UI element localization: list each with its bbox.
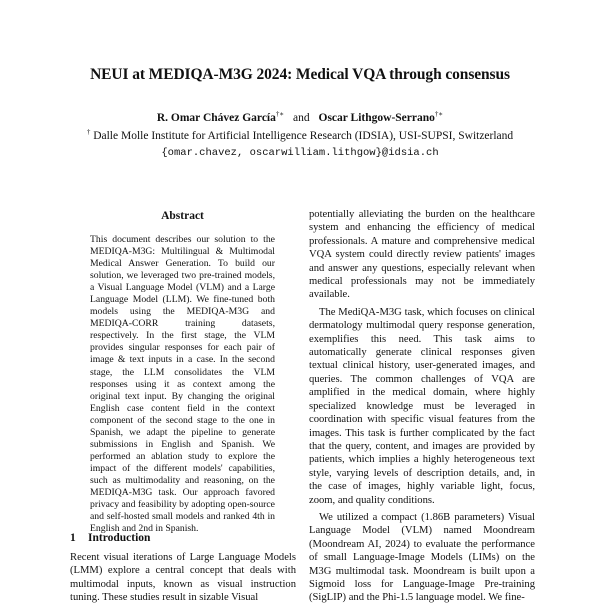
body-paragraph: The MediQA-M3G task, which focuses on clinical dermatology multimodal query response generation, exemplifies this need. This task aims to automatically generate clinical responses given textual clinical history, user-generated images, and queries. The common challenges of VQA are amplified in the medical domain, where highly specialized knowledge must be leveraged in coordination with specific visual features from the images. This task is further complicated by the fact that the query, content, and images are provided by patients, which implies a highly heterogeneous text style, varying levels of description details, and, in the case of images, highly variable light, focus, zoom, and quality conditions. <box>309 306 535 506</box>
section-heading <box>70 532 296 544</box>
section-number: 1 <box>70 532 76 544</box>
introduction-body: Recent visual iterations of Large Language Models (LMM) explore a central concept that deals with multimodal inputs, known as visual instruction tuning. These studies result in sizable Visual <box>70 552 296 604</box>
author-name: R. Omar Chávez García <box>156 111 276 124</box>
body-paragraph: potentially alleviating the burden on the healthcare system and enhancing the efficiency of medical professionals. A mature and comprehensive medical VQA system could directly review patients' images and answer any questions, especially relevant when medical professionals may not be immediately available. <box>309 209 535 301</box>
abstract-body: This document describes our solution to the MEDIQA-M3G: Multilingual & Multimodal Medical Answer Generation. To build our solution, we leveraged two pre-trained models, a Visual Language Model (VLM) and a Large Language Model (LLM). We fine-tuned both models using the MEDIQA-M3G and MEDIQA-CORR training datasets, respectively. In the first stage, the VLM provides singular responses for each pair of image & text inputs in a case. In the second stage, the LLM consolidates the VLM responses using it as context among the original text input. By changing the original English case content field in the context component of the second stage to the one in Spanish, we adapt the pipeline to generate submissions in English and Spanish. We performed an ablation study to explore the impact of the different models' capabilities, such as multimodality and reasoning, on the MEDIQA-M3G task. Our approach favored privacy and feasibility by adopting open-source and self-hosted small models and ranked 4th in English and 2nd in Spanish. <box>90 234 275 535</box>
author-emails: {omar.chavez, oscarwilliam.lithgow}@idsia.ch <box>161 147 439 159</box>
author-affiliation-mark: †∗ <box>275 110 285 118</box>
affiliation <box>0 128 600 142</box>
author-name: Oscar Lithgow-Serrano <box>318 111 435 124</box>
author-separator: and <box>293 111 310 124</box>
right-column <box>309 208 535 605</box>
author-list <box>0 110 600 124</box>
author-affiliation-mark: †∗ <box>434 110 444 118</box>
abstract-heading: Abstract <box>161 210 204 222</box>
body-paragraph: We utilized a compact (1.86B parameters) Visual Language Model (VLM) named Moondream (Moondream AI, 2024) to evaluate the performance of small Language-Image Models (LIMs) on the M3G multimodal task. Moondream is built upon a Sigmoid loss for Language-Image Pre-training (SigLIP) and the Phi-1.5 language model. We fine- <box>309 511 535 604</box>
section-title: Introduction <box>88 532 151 544</box>
paper-title: NEUI at MEDIQA-M3G 2024: Medical VQA through consensus <box>90 66 510 83</box>
affiliation-text: Dalle Molle Institute for Artificial Intelligence Research (IDSIA), USI-SUPSI, Switzerland <box>93 129 514 142</box>
affiliation-mark: † <box>86 128 91 136</box>
